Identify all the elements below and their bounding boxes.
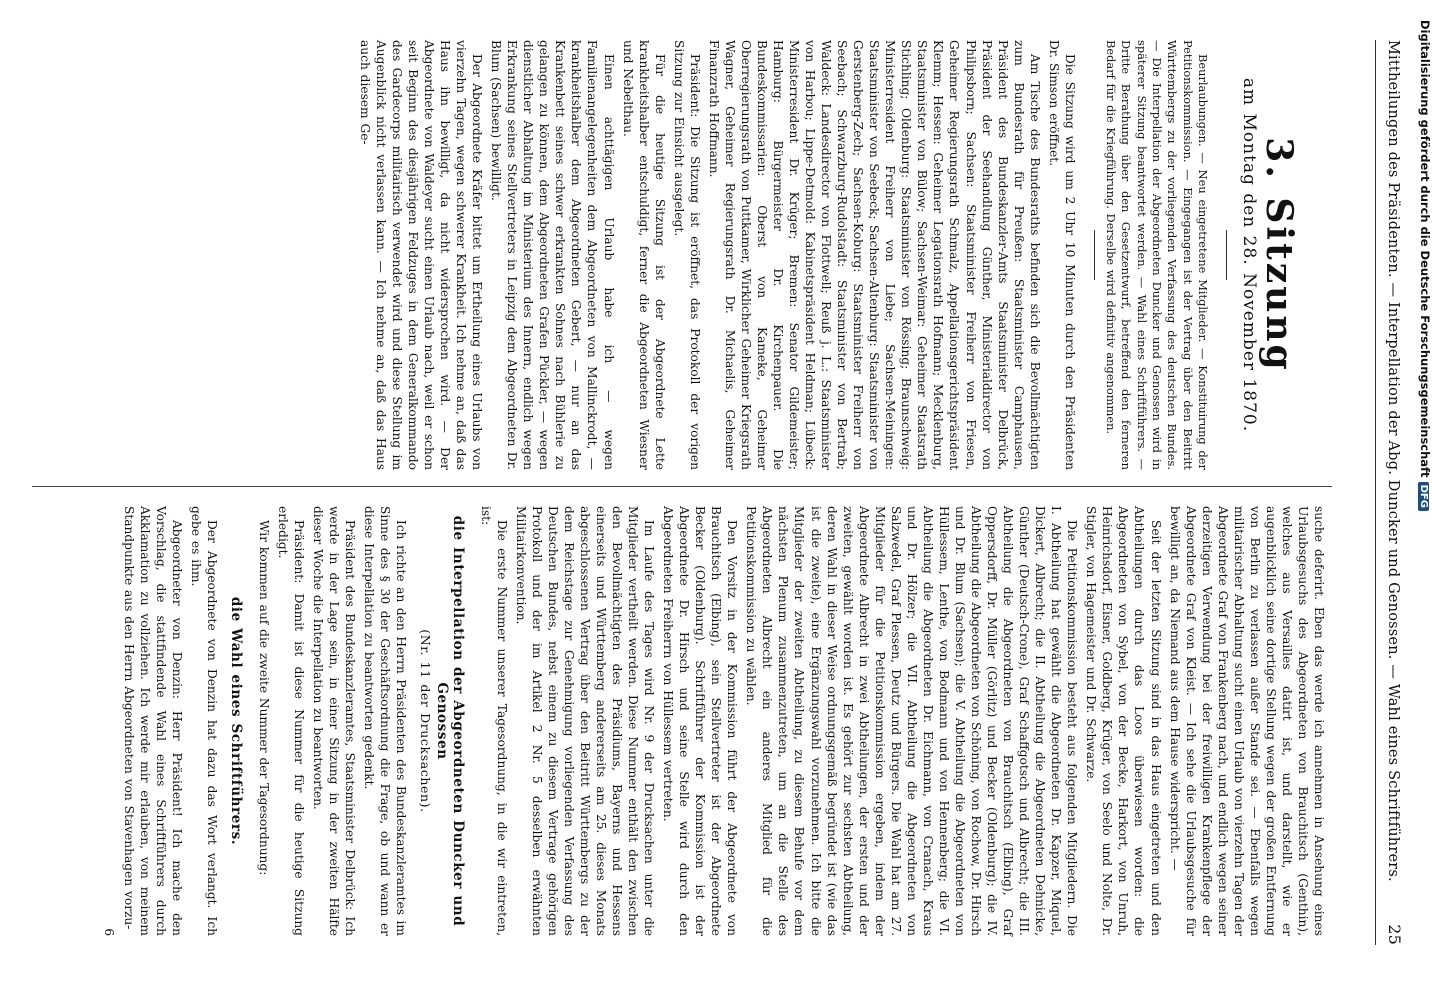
- paragraph: Die Petitionskommission besteht aus folgenden Mitgliedern. Die I. Abtheilung hat gewählt die Abgeordneten Dr. Kapzer, Miquel, Dickert, Albrecht; die II. Abtheilung die Abgeordneten Dehnicke, Günther (Deutsch-Crone), Graf Schaffgotsch und Albrecht; die III. Abtheilung die Abgeordneten von Brauchitsch (Elbing), Graf Oppersdorff, Dr. Müller (Görlitz) und Becker (Oldenburg); die IV. Abtheilung die Abgeordneten von Schöning, von Rochow, Dr. Hirsch und Dr. Blum (Sachsen); die V. Abtheilung die Abgeordneten von Hüllessem, Lenthe, von Bodmann und von Hennenberg; die VI. Abtheilung die Abgeordneten Dr. Eichmann, von Cranach, Kraus und Dr. Hölzer; die VII. Abtheilung die Abgeordneten von Salzwedel, Graf Plessen, Deutz und Bürgers. Die Wahl hat am 27. Mitglieder für die Petitionskommission ergeben, indem der Abgeordnete Albrecht in zwei Abtheilungen, der ersten und der zweiten, gewählt worden ist. Es gehört zur sechsten Abtheilung, deren Wahl in dieser Weise ordnungsgemäß begründet ist (wie das ist die zweite), eine Ergänzungswahl vorzunehmen. Ich bitte die Mitglieder der zweiten Abtheilung, zu diesem Behufe vor dem nächsten Plenum zusammenzutreten, um an die Stelle des Abgeordneten Albrecht ein anderes Mitglied für die Petitionskommission zu wählen.: [744, 506, 1080, 936]
- signature-mark: 6: [101, 928, 116, 936]
- summary-divider: [1094, 230, 1095, 280]
- paragraph: Ich richte an den Herrn Präsidenten des Bundeskanzleramtes im Sinne des § 30 der Geschäftsordnung die Frage, ob und wann er diese Interpellation zu beantworten gedenkt.: [362, 506, 409, 936]
- section-heading-subtitle: (Nr. 11 der Drucksachen).: [418, 629, 434, 813]
- paragraph: Einen achttägigen Urlaub habe ich — wegen Familienangelegenheiten dem Abgeordneten von Mallinckrodt, — krankheitshalber dem Abgeordneten Gebert, — nur an das Krankenbett seines schwer erkrankten Sohnes nach Bühlerie zu gelangen zu können, dem Abgeordneten Grafen Pückler, — wegen dienstlicher Abhaltung im Ministerium des Innern, endlich wegen Erkrankung seines Stellvertreters in Leipzig dem Abgeordneten Dr. Blum (Sachsen) bewilligt.: [489, 40, 616, 470]
- digitization-note: [1414, 0, 1432, 1000]
- paragraph: Die erste Nummer unserer Tagesordnung, in die wir eintreten, ist:: [478, 506, 509, 936]
- paragraph: Am Tische des Bundesraths befinden sich die Bevollmächtigten zum Bundesrath für Preußen: Staatsminister Camphausen, Präsident des Bundeskanzler-Amts Staatsminister Delbrück, Präsident der Seehandlung Günther, Ministerialdirector von Philipsborn; Sachsen: Staatsminister Freiherr von Friesen, Geheimer Regierungsrath Schmalz, Appellationsgerichtspräsident Klemm; Hessen: Geheimer Legationsrath Hofmann; Mecklenburg, Staatsminister von Bülow; Sachsen-Weimar: Geheimer Staatsrath Stichling; Oldenburg: Staatsminister von Rössing; Braunschweig: Ministerresident Freiherr von Liebe; Sachsen-Meiningen: Staatsminister von Seebeck; Sachsen-Altenburg: Staatsminister von Gerstenberg-Zech; Sachsen-Koburg: Staatsminister Freiherr von Seebach; Schwarzburg-Rudolstadt: Staatsminister von Bertrab; Waldeck: Landesdirector von Flottwell; Reuß j. L.: Staatsminister von Harbou; Lippe-Detmold: Kabinetspräsident Heldman; Lübeck: Ministerresident Dr. Krüger; Bremen: Senator Gildemeister; Hamburg: Bürgermeister Dr. Kirchenpauer. Die Bundeskommissarien: Oberst von Kameke, Geheimer Oberregierungsrath von Puttkamer, Wirklicher Geheimer Kriegsrath Wagner, Geheimer Regierungsrath Dr. Michaelis, Geheimer Finanzrath Hoffmann.: [706, 40, 1042, 470]
- session-summary: Beurlaubungen. — Neu eingetretene Mitglieder. — Konstituirung der Petitionskommission. — Eingegangen ist der Vertrag über den Beitritt Württembergs zu der vorliegenden Verfassung des deutschen Bundes. — Die Interpellation der Abgeordneten Duncker und Genossen wird in späterer Sitzung beantwortet werden. — Wahl eines Schriftführers. — Dritte Berathung über den Gesetzentwurf, betreffend den ferneren Bedarf für die Kriegführung. Derselbe wird definitiv angenommen.: [1104, 40, 1210, 470]
- paragraph: Den Vorsitz in der Kommission führt der Abgeordnete von Brauchitsch (Elbing), sein Stellvertreter ist der Abgeordnete Becker (Oldenburg). Schriftführer der Kommission ist der Abgeordnete Dr. Hirsch und seine Stelle wird durch den Abgeordneten Freiherrn von Hüllessem vertreten.: [661, 506, 740, 936]
- paragraph: Für die heutige Sitzung ist der Abgeordnete Lette krankheitshalber entschuldigt, ferner die Abgeordneten Wiesner und Nebelthau.: [620, 40, 667, 470]
- digitization-note-text: [1418, 20, 1432, 980]
- left-column: [354, 40, 1327, 470]
- paragraph: suche deferirt. Eben das werde ich annehmen in Ansehung eines Urlaubsgesuchs des Abgeordneten von Brauchitsch (Genthin), welches aus Versailles datirt ist, und darstellt, wie er augenblicklich seine dortige Stellung wegen der großen Entfernung von Berlin zu verlassen außer Stande sei. — Ebenfalls wegen militairischer Abhaltung sucht einen Urlaub von vierzehn Tagen der Abgeordnete Graf von Frankenberg nach, und endlich wegen seiner derzeitigen Verwendung bei der freiwilligen Krankenpflege der Abgeordnete Graf von Kleist. — Ich sehe die Urlaubsgesuche für bewilligt an, da Niemand aus dem Hause widerspricht. —: [1167, 506, 1326, 936]
- header-rule: [1375, 40, 1376, 945]
- section-heading-interpellation: [417, 506, 465, 936]
- section-heading-title: die Interpellation der Abgeordneten Duncker und Genossen: [433, 515, 466, 927]
- title-divider: [1226, 230, 1227, 280]
- session-title: 3. Sitzung: [1258, 137, 1300, 373]
- paragraph: Präsident: Die Sitzung ist eröffnet, das Protokoll der vorigen Sitzung zur Einsicht ausgelegt.: [671, 40, 702, 470]
- paragraph: Abgeordneter von Denzin: Herr Präsident! Ich mache den Vorschlag, die stattfindende Wahl eines Schriftführers durch Akklamation zu vollziehen. Ich werde mir erlauben, von meinem Standpunkte aus den Herrn Abgeordneten von Stavenhagen vorzu-: [121, 506, 184, 936]
- digitization-note-label: Digitalisierung gefördert durch die Deutsche Forschungsgemeinschaft: [1418, 20, 1432, 478]
- paragraph: Die Sitzung wird um 2 Uhr 10 Minuten durch den Präsidenten Dr. Simson eröffnet.: [1046, 40, 1077, 470]
- paragraph: Seit der letzten Sitzung sind in das Haus eingetreten und den Abtheilungen durch das Loos überwiesen worden: die Abgeordneten von Sybel, von der Becke, Harkort, von Unruh, Heinrichsdorf, Eisner, Goldberg, Krüger, von Seelo und Nolte, Dr. Stigler, von Hagemeister und Dr. Schwarze.: [1084, 506, 1163, 936]
- running-header-text: Mittheilungen des Präsidenten. — Interpellation der Abg. Duncker und Genossen. — Wahl eines Schriftführers.: [1385, 40, 1401, 882]
- paragraph: Der Abgeordnete Kräfer bittet um Ertheilung eines Urlaubs von vierzehn Tagen, wegen schwerer Krankheit. Ich nehme an, daß das Haus ihn bewilligt, da nicht widersprochen wird. — Der Abgeordnete von Waldeyer sucht einen Urlaub nach, weil er schon seit Beginn des diesjährigen Feldzuges in dem Generalkommando des Gardecorps militairisch verwendet wird und diese Stellung im Augenblick nicht verlassen kann. — Ich nehme an, daß das Haus auch diesem Ge-: [357, 40, 485, 470]
- paragraph: Präsident des Bundeskanzleramtes, Staatsminister Delbrück: Ich werde in der Lage sein, in einer Sitzung in der zweiten Hälfte dieser Woche die Interpellation zu beantworten.: [311, 506, 358, 936]
- session-date: am Montag den 28. November 1870.: [1238, 77, 1259, 433]
- paragraph: Der Abgeordnete von Denzin hat dazu das Wort verlangt. Ich gebe es ihm.: [188, 506, 219, 936]
- column-divider: [32, 486, 1332, 487]
- section-heading-election: die Wahl eines Schriftführers.: [228, 596, 244, 846]
- right-column: [101, 506, 1327, 936]
- paragraph: Im Laufe des Tages wird Nr. 9 der Drucksachen unter die Mitglieder vertheilt werden. Diese Nummer enthält den zwischen den Bevollmächtigten des Präsidiums, Bayerns und Hessens einerseits und Württemberg andererseits am 25. dieses Monats abgeschlossenen Vertrag über den Beitritt Württembergs zu der dem Reichstage zur Genehmigung vorliegenden Verfassung des Deutschen Bundes, nebst einem zu diesem Vertrage gehörigen Protokoll und der im Artikel 2 Nr. 5 desselben erwähnten Militairkonvention.: [513, 506, 657, 936]
- running-header: [1385, 40, 1404, 945]
- page-number: 25: [1385, 924, 1404, 945]
- paragraph: Wir kommen auf die zweite Nummer der Tagesordnung:: [257, 520, 272, 876]
- paragraph: Präsident: Damit ist diese Nummer für die heutige Sitzung erledigt.: [276, 506, 307, 936]
- dfg-logo: DFG: [1418, 482, 1429, 511]
